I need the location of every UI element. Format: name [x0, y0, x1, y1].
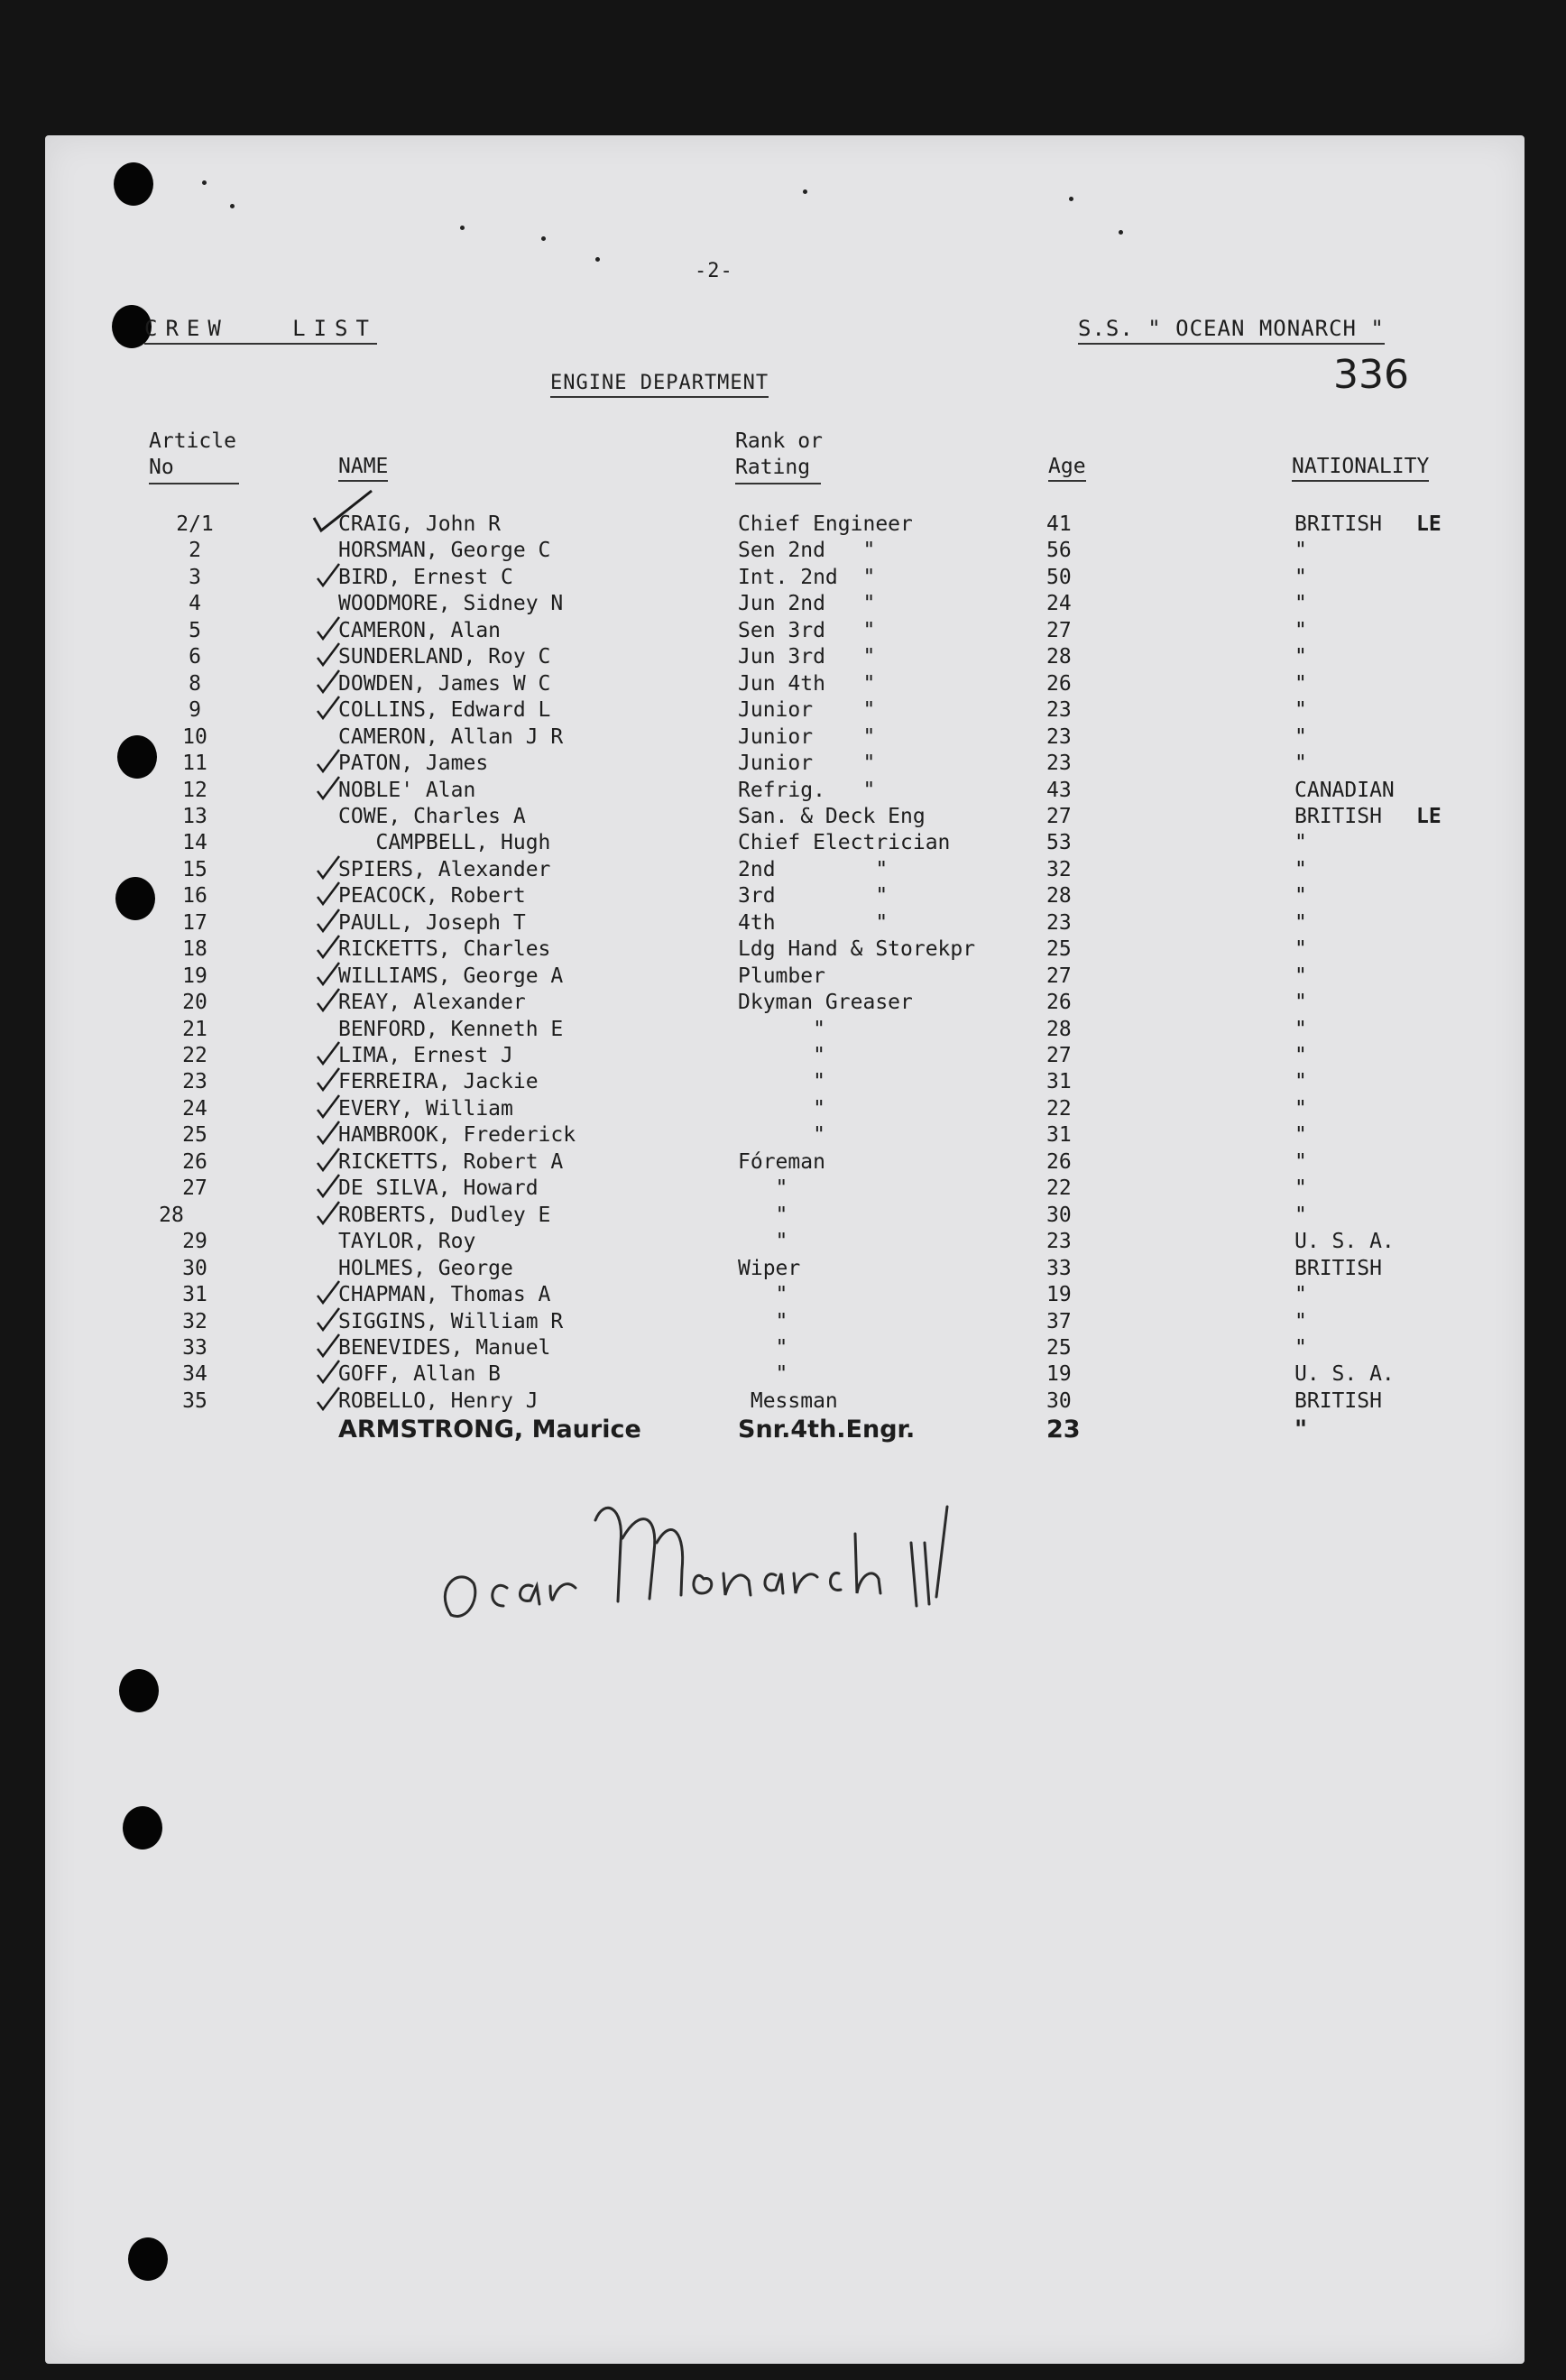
age-value: 25 — [1046, 1335, 1072, 1360]
age-value: 27 — [1046, 618, 1072, 642]
nationality-value: " — [1294, 1149, 1307, 1174]
article-no: 2 — [189, 539, 201, 563]
nationality-value: " — [1294, 884, 1307, 909]
check-mark-icon — [316, 695, 341, 720]
nationality-value: " — [1294, 1309, 1307, 1333]
crew-name: RICKETTS, Charles — [338, 937, 551, 962]
table-row — [45, 1176, 1525, 1203]
nationality-value: " — [1294, 671, 1307, 696]
remark-value: LE — [1416, 512, 1442, 536]
age-value: 30 — [1046, 1388, 1072, 1413]
article-no: 2/1 — [176, 512, 214, 536]
speck — [1069, 197, 1073, 201]
article-no: 12 — [182, 778, 207, 802]
crew-name: CHAPMAN, Thomas A — [338, 1283, 551, 1307]
age-value: 23 — [1046, 1230, 1072, 1254]
crew-name: COWE, Charles A — [338, 804, 526, 828]
table-row — [45, 725, 1525, 752]
nationality-value: " — [1294, 1176, 1307, 1201]
article-no: 5 — [189, 618, 201, 642]
crew-name: CAMPBELL, Hugh — [338, 831, 551, 855]
check-mark-icon — [316, 1066, 341, 1092]
age-value: 24 — [1046, 592, 1072, 616]
table-row — [45, 1123, 1525, 1149]
article-no: 21 — [182, 1017, 207, 1041]
crew-name: CAMERON, Allan J R — [338, 724, 564, 749]
table-row — [45, 1018, 1525, 1044]
nationality-value: " — [1294, 937, 1307, 962]
age-value: 19 — [1046, 1283, 1072, 1307]
check-mark-icon — [316, 775, 341, 800]
crew-name: NOBLE' Alan — [338, 778, 476, 802]
punch-hole — [128, 2237, 168, 2281]
crew-name: FERREIRA, Jackie — [338, 1070, 539, 1094]
crew-name: ROBERTS, Dudley E — [338, 1203, 551, 1227]
rank-rating: Wiper — [738, 1256, 801, 1280]
check-mark-icon — [316, 1359, 341, 1384]
rank-rating: Junior " — [738, 724, 876, 749]
article-no: 19 — [182, 964, 207, 988]
table-row — [45, 831, 1525, 857]
handwritten-note-text — [442, 1624, 452, 1625]
folio-number: 336 — [1333, 352, 1409, 398]
check-mark-icon — [316, 1173, 341, 1198]
table-row — [45, 672, 1525, 698]
rank-rating: Messman — [738, 1388, 838, 1413]
article-no: 24 — [182, 1096, 207, 1121]
age-value: 23 — [1046, 698, 1072, 723]
check-mark-icon — [316, 934, 341, 959]
age-value: 33 — [1046, 1256, 1072, 1280]
age-value: 28 — [1046, 884, 1072, 909]
nationality-value: " — [1294, 991, 1307, 1015]
rank-rating: " — [738, 1335, 788, 1360]
col-nationality-label: NATIONALITY — [1292, 455, 1429, 482]
table-row — [45, 1230, 1525, 1256]
table-row — [45, 539, 1525, 565]
rank-rating: 4th " — [738, 910, 889, 935]
article-no: 15 — [182, 857, 207, 881]
crew-name: HOLMES, George — [338, 1256, 513, 1280]
nationality-value: U. S. A. — [1294, 1230, 1395, 1254]
article-no: 4 — [189, 592, 201, 616]
table-row — [45, 911, 1525, 937]
table-row — [45, 1310, 1525, 1336]
age-value: 23 — [1046, 752, 1072, 776]
article-no: 32 — [182, 1309, 207, 1333]
crew-name: TAYLOR, Roy — [338, 1230, 476, 1254]
table-row — [45, 964, 1525, 991]
crew-name: GOFF, Allan B — [338, 1362, 502, 1387]
crew-name: BENFORD, Kenneth E — [338, 1017, 564, 1041]
crew-name: WILLIAMS, George A — [338, 964, 564, 988]
rank-rating: Chief Engineer — [738, 512, 913, 536]
age-value: 25 — [1046, 937, 1072, 962]
col-article-label — [149, 429, 239, 484]
table-row — [45, 858, 1525, 884]
article-no: 35 — [182, 1388, 207, 1413]
crew-name: HAMBROOK, Frederick — [338, 1123, 576, 1148]
nationality-value: BRITISH — [1294, 1388, 1382, 1413]
nationality-value: " — [1294, 831, 1307, 855]
check-mark-icon — [316, 1147, 341, 1172]
age-value: 23 — [1046, 1416, 1081, 1444]
speck — [230, 204, 235, 208]
table-row — [45, 1044, 1525, 1070]
rank-rating: " — [738, 1123, 825, 1148]
age-value: 27 — [1046, 964, 1072, 988]
col-rank-label — [735, 429, 823, 484]
check-mark-icon — [316, 987, 341, 1012]
col-article-line2: No — [149, 455, 239, 484]
document-page — [45, 135, 1525, 2364]
nationality-value: BRITISH — [1294, 512, 1382, 536]
crew-name: DE SILVA, Howard — [338, 1176, 539, 1201]
table-row — [45, 1362, 1525, 1388]
article-no: 22 — [182, 1044, 207, 1067]
rank-rating: " — [738, 1017, 825, 1041]
speck — [1119, 230, 1123, 235]
age-value: 26 — [1046, 1149, 1072, 1174]
check-mark-icon — [316, 1333, 341, 1358]
check-mark-icon — [316, 562, 341, 587]
age-value: 27 — [1046, 804, 1072, 828]
article-no: 20 — [182, 991, 207, 1015]
rank-rating: " — [738, 1044, 825, 1067]
table-row — [45, 1389, 1525, 1416]
rank-rating: " — [738, 1070, 825, 1094]
rank-rating: Int. 2nd " — [738, 565, 876, 589]
rank-rating: " — [738, 1203, 788, 1227]
check-mark-icon — [316, 1386, 341, 1411]
crew-name: BENEVIDES, Manuel — [338, 1335, 551, 1360]
rank-rating: Sen 3rd " — [738, 618, 876, 642]
rank-rating: " — [738, 1176, 788, 1201]
age-value: 22 — [1046, 1096, 1072, 1121]
crew-name: CRAIG, John R — [338, 512, 502, 536]
rank-rating: Sen 2nd " — [738, 539, 876, 563]
table-row — [45, 1257, 1525, 1283]
rank-rating: Plumber — [738, 964, 825, 988]
nationality-value: U. S. A. — [1294, 1362, 1395, 1387]
article-no: 18 — [182, 937, 207, 962]
crew-name: DOWDEN, James W C — [338, 671, 551, 696]
crew-name: PATON, James — [338, 752, 489, 776]
rank-rating: Junior " — [738, 752, 876, 776]
punch-hole — [114, 162, 153, 206]
rank-rating: Chief Electrician — [738, 831, 951, 855]
age-value: 23 — [1046, 724, 1072, 749]
table-row — [45, 1097, 1525, 1123]
crew-name: EVERY, William — [338, 1096, 513, 1121]
nationality-value: BRITISH — [1294, 1256, 1382, 1280]
crew-name: BIRD, Ernest C — [338, 565, 513, 589]
check-mark-icon — [316, 748, 341, 773]
table-row — [45, 1416, 1525, 1442]
check-mark-icon — [316, 1279, 341, 1305]
table-row — [45, 991, 1525, 1017]
age-value: 31 — [1046, 1070, 1072, 1094]
age-value: 22 — [1046, 1176, 1072, 1201]
check-mark-icon — [316, 1200, 341, 1225]
age-value: 37 — [1046, 1309, 1072, 1333]
nationality-value: " — [1294, 618, 1307, 642]
crew-list-title: CREW LIST — [144, 316, 377, 345]
article-no: 6 — [189, 645, 201, 669]
article-no: 10 — [182, 724, 207, 749]
table-row — [45, 592, 1525, 618]
crew-name: PAULL, Joseph T — [338, 910, 526, 935]
article-no: 30 — [182, 1256, 207, 1280]
department-heading: ENGINE DEPARTMENT — [550, 372, 769, 398]
age-value: 28 — [1046, 645, 1072, 669]
check-mark-icon — [316, 669, 341, 694]
col-age-label: Age — [1048, 455, 1086, 482]
crew-name: LIMA, Ernest J — [338, 1044, 513, 1067]
age-value: 28 — [1046, 1017, 1072, 1041]
nationality-value: " — [1294, 539, 1307, 563]
nationality-value: " — [1294, 698, 1307, 723]
rank-rating: 3rd " — [738, 884, 889, 909]
age-value: 50 — [1046, 565, 1072, 589]
crew-name: WOODMORE, Sidney N — [338, 592, 564, 616]
age-value: 23 — [1046, 910, 1072, 935]
crew-name: SPIERS, Alexander — [338, 857, 551, 881]
rank-rating: " — [738, 1096, 825, 1121]
table-row — [45, 884, 1525, 910]
table-row — [45, 645, 1525, 671]
col-rank-line1: Rank or — [735, 429, 823, 453]
nationality-value: " — [1294, 1070, 1307, 1094]
speck — [595, 257, 600, 262]
nationality-value: " — [1294, 1335, 1307, 1360]
speck — [202, 180, 207, 185]
table-row — [45, 512, 1525, 539]
article-no: 29 — [182, 1230, 207, 1254]
table-row — [45, 779, 1525, 805]
punch-hole — [119, 1669, 159, 1712]
rank-rating: Fóreman — [738, 1149, 825, 1174]
rank-rating: " — [738, 1362, 788, 1387]
rank-rating: Snr.4th.Engr. — [738, 1416, 916, 1444]
age-value: 26 — [1046, 991, 1072, 1015]
rank-rating: Junior " — [738, 698, 876, 723]
col-name-label: NAME — [338, 455, 388, 482]
article-no: 14 — [182, 831, 207, 855]
article-no: 9 — [189, 698, 201, 723]
age-value: 26 — [1046, 671, 1072, 696]
crew-name: CAMERON, Alan — [338, 618, 502, 642]
check-mark-icon — [316, 1120, 341, 1145]
rank-rating: Dkyman Greaser — [738, 991, 913, 1015]
check-mark-icon — [316, 1093, 341, 1119]
speck — [541, 236, 546, 241]
nationality-value: " — [1294, 724, 1307, 749]
table-row — [45, 619, 1525, 645]
crew-name: ROBELLO, Henry J — [338, 1388, 539, 1413]
age-value: 53 — [1046, 831, 1072, 855]
age-value: 43 — [1046, 778, 1072, 802]
nationality-value: " — [1294, 645, 1307, 669]
age-value: 19 — [1046, 1362, 1072, 1387]
table-row — [45, 937, 1525, 964]
article-no: 28 — [159, 1203, 184, 1227]
age-value: 30 — [1046, 1203, 1072, 1227]
crew-name: COLLINS, Edward L — [338, 698, 551, 723]
rank-rating: Jun 3rd " — [738, 645, 876, 669]
article-no: 3 — [189, 565, 201, 589]
table-row — [45, 1336, 1525, 1362]
crew-name: SIGGINS, William R — [338, 1309, 564, 1333]
remark-value: LE — [1416, 804, 1442, 828]
table-row — [45, 752, 1525, 778]
article-no: 8 — [189, 671, 201, 696]
rank-rating: " — [738, 1309, 788, 1333]
speck — [803, 189, 807, 194]
crew-name: HORSMAN, George C — [338, 539, 551, 563]
nationality-value: " — [1294, 1203, 1307, 1227]
speck — [460, 226, 465, 230]
rank-rating: San. & Deck Eng — [738, 804, 926, 828]
nationality-value: BRITISH — [1294, 804, 1382, 828]
nationality-value: CANADIAN — [1294, 778, 1395, 802]
article-no: 25 — [182, 1123, 207, 1148]
age-value: 27 — [1046, 1044, 1072, 1067]
age-value: 32 — [1046, 857, 1072, 881]
article-no: 17 — [182, 910, 207, 935]
page-number: -2- — [695, 260, 733, 282]
rank-rating: Refrig. " — [738, 778, 876, 802]
table-row — [45, 1204, 1525, 1230]
article-no: 34 — [182, 1362, 207, 1387]
nationality-value: " — [1294, 1123, 1307, 1148]
check-mark-icon — [316, 1306, 341, 1332]
article-no: 11 — [182, 752, 207, 776]
crew-name: REAY, Alexander — [338, 991, 526, 1015]
nationality-value: " — [1294, 1044, 1307, 1067]
rank-rating: 2nd " — [738, 857, 889, 881]
crew-name: RICKETTS, Robert A — [338, 1149, 564, 1174]
crew-name: PEACOCK, Robert — [338, 884, 526, 909]
article-no: 26 — [182, 1149, 207, 1174]
nationality-value: " — [1294, 857, 1307, 881]
check-mark-icon — [316, 615, 341, 641]
check-mark-icon — [316, 641, 341, 667]
col-article-line1: Article — [149, 429, 236, 453]
article-no: 31 — [182, 1283, 207, 1307]
col-rank-line2: Rating — [735, 455, 821, 484]
nationality-value: " — [1294, 1416, 1308, 1444]
nationality-value: " — [1294, 1017, 1307, 1041]
article-no: 33 — [182, 1335, 207, 1360]
nationality-value: " — [1294, 964, 1307, 988]
table-row — [45, 1070, 1525, 1096]
nationality-value: " — [1294, 1096, 1307, 1121]
nationality-value: " — [1294, 910, 1307, 935]
age-value: 31 — [1046, 1123, 1072, 1148]
age-value: 56 — [1046, 539, 1072, 563]
check-mark-icon — [316, 854, 341, 880]
check-mark-icon — [316, 908, 341, 933]
crew-name: ARMSTRONG, Maurice — [338, 1416, 641, 1444]
handwritten-note-ocean-monarch — [424, 1480, 965, 1660]
rank-rating: " — [738, 1283, 788, 1307]
nationality-value: " — [1294, 592, 1307, 616]
article-no: 23 — [182, 1070, 207, 1094]
check-mark-icon — [316, 881, 341, 906]
rank-rating: " — [738, 1230, 788, 1254]
article-no: 13 — [182, 804, 207, 828]
check-mark-icon — [316, 961, 341, 986]
table-row — [45, 698, 1525, 724]
check-mark-icon — [316, 1040, 341, 1065]
article-no: 27 — [182, 1176, 207, 1201]
crew-name: SUNDERLAND, Roy C — [338, 645, 551, 669]
punch-hole — [123, 1806, 162, 1850]
table-row — [45, 566, 1525, 592]
nationality-value: " — [1294, 565, 1307, 589]
nationality-value: " — [1294, 752, 1307, 776]
ship-name: S.S. " OCEAN MONARCH " — [1078, 316, 1385, 345]
table-row — [45, 805, 1525, 831]
article-no: 16 — [182, 884, 207, 909]
rank-rating: Jun 4th " — [738, 671, 876, 696]
rank-rating: Jun 2nd " — [738, 592, 876, 616]
table-row — [45, 1283, 1525, 1309]
rank-rating: Ldg Hand & Storekpr — [738, 937, 976, 962]
age-value: 41 — [1046, 512, 1072, 536]
table-row — [45, 1150, 1525, 1176]
nationality-value: " — [1294, 1283, 1307, 1307]
